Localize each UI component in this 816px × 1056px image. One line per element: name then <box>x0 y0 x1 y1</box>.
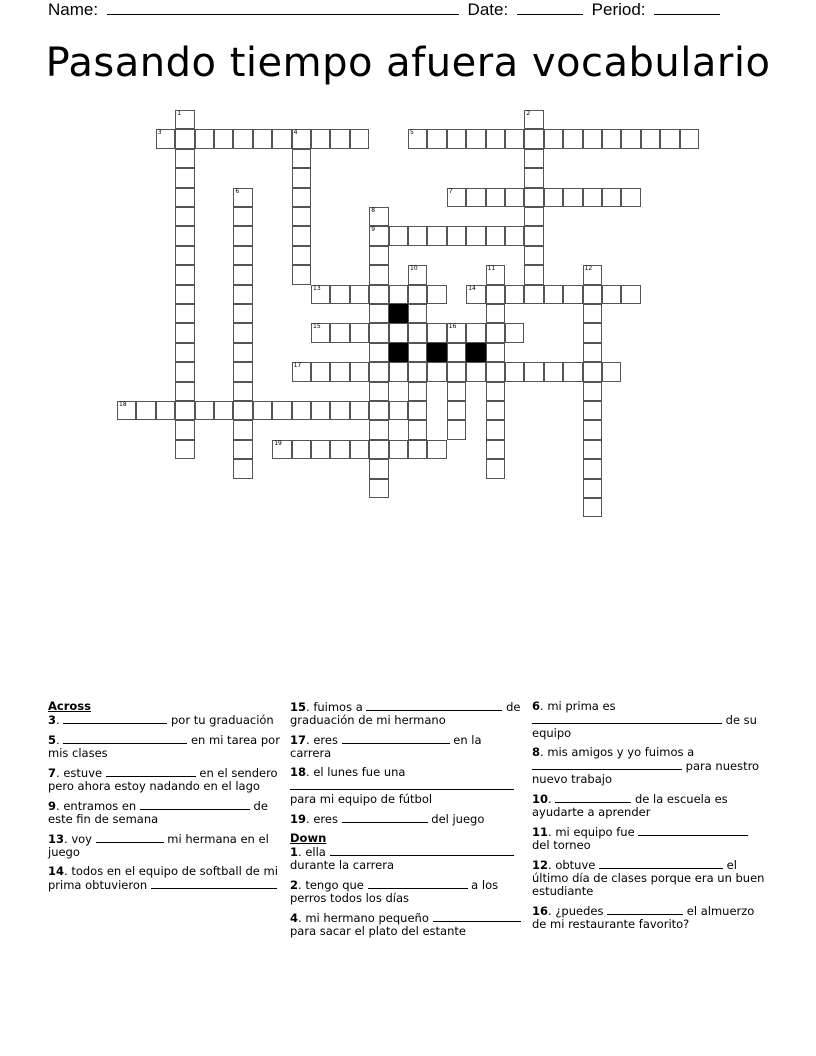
grid-cell[interactable] <box>369 304 388 323</box>
grid-cell[interactable] <box>427 226 446 245</box>
clue-number: 17 <box>293 362 302 370</box>
grid-cell[interactable] <box>389 362 408 381</box>
grid-cell[interactable] <box>272 129 291 148</box>
clue-across-14: 14. todos en el equipo de softball de mi prima obtuvieron <box>48 864 278 892</box>
grid-cell[interactable] <box>389 323 408 342</box>
grid-cell[interactable] <box>117 401 136 420</box>
clue-number: 5 <box>410 129 414 137</box>
grid-cell[interactable] <box>505 285 524 304</box>
grid-cell[interactable] <box>369 265 388 284</box>
grid-cell[interactable] <box>369 479 388 498</box>
clue-number: 14 <box>468 284 476 292</box>
grid-cell[interactable] <box>427 362 446 381</box>
grid-cell[interactable] <box>486 343 505 362</box>
grid-cell[interactable] <box>427 129 446 148</box>
grid-cell[interactable] <box>233 226 252 245</box>
grid-cell[interactable] <box>524 168 543 187</box>
grid-cell[interactable] <box>486 420 505 439</box>
clue-across-7: 7. estuve en el sendero pero ahora estoy nadando en el lago <box>48 766 278 793</box>
grid-cell[interactable] <box>292 246 311 265</box>
grid-cell[interactable] <box>175 246 194 265</box>
grid-cell[interactable] <box>524 362 543 381</box>
clue-number: 4 <box>293 129 298 137</box>
grid-cell[interactable] <box>408 401 427 420</box>
grid-cell[interactable] <box>369 362 388 381</box>
grid-cell[interactable] <box>233 304 252 323</box>
clue-across-13: 13. voy mi hermana en el juego <box>48 832 269 859</box>
grid-cell[interactable] <box>427 285 446 304</box>
grid-cell[interactable] <box>175 188 194 207</box>
grid-cell[interactable] <box>602 129 621 148</box>
grid-cell[interactable] <box>272 401 291 420</box>
grid-cell[interactable] <box>408 285 427 304</box>
grid-cell[interactable] <box>583 285 602 304</box>
grid-cell[interactable] <box>447 401 466 420</box>
clue-number: 7 <box>448 187 453 195</box>
grid-cell[interactable] <box>350 285 369 304</box>
grid-cell[interactable] <box>544 285 563 304</box>
name-label: Name: <box>48 0 99 19</box>
grid-cell[interactable] <box>330 362 349 381</box>
clue-down-12: 12. obtuve el último día de clases porque era un buen estudiante <box>532 858 765 898</box>
clues-column-2 <box>290 700 524 944</box>
grid-cell[interactable] <box>583 265 602 284</box>
grid-cell[interactable] <box>175 420 194 439</box>
grid-cell[interactable] <box>253 129 272 148</box>
grid-cell[interactable] <box>156 129 175 148</box>
clue-across-19: 19. eres del juego <box>290 812 485 826</box>
grid-cell[interactable] <box>292 149 311 168</box>
grid-cell[interactable] <box>621 285 640 304</box>
grid-cell[interactable] <box>524 246 543 265</box>
grid-cell[interactable] <box>369 226 388 245</box>
down-heading: Down <box>290 831 327 845</box>
clue-down-10: 10. de la escuela es ayudarte a aprender <box>532 792 728 819</box>
clue-number: 9 <box>371 226 376 234</box>
grid-cell[interactable] <box>175 285 194 304</box>
grid-cell[interactable] <box>311 323 330 342</box>
grid-cell[interactable] <box>330 129 349 148</box>
grid-cell[interactable] <box>621 129 640 148</box>
grid-cell[interactable] <box>350 362 369 381</box>
grid-cell[interactable] <box>408 362 427 381</box>
grid-cell[interactable] <box>583 343 602 362</box>
grid-cell[interactable] <box>563 285 582 304</box>
clue-down-11: 11. mi equipo fue del torneo <box>532 825 768 852</box>
grid-cell[interactable] <box>505 323 524 342</box>
grid-cell[interactable] <box>408 343 427 362</box>
grid-cell[interactable] <box>292 265 311 284</box>
across-heading: Across <box>48 699 91 713</box>
grid-cell[interactable] <box>292 129 311 148</box>
clue-number: 13 <box>313 284 321 292</box>
grid-cell[interactable] <box>447 226 466 245</box>
date-label: Date: <box>467 0 509 19</box>
grid-cell[interactable] <box>505 362 524 381</box>
black-cell <box>427 343 446 362</box>
grid-cell[interactable] <box>156 401 175 420</box>
grid-cell[interactable] <box>214 129 233 148</box>
grid-cell[interactable] <box>175 110 194 129</box>
grid-cell[interactable] <box>330 401 349 420</box>
grid-cell[interactable] <box>524 129 543 148</box>
grid-cell[interactable] <box>175 226 194 245</box>
grid-cell[interactable] <box>486 382 505 401</box>
clue-number: 12 <box>584 265 593 273</box>
grid-cell[interactable] <box>350 323 369 342</box>
grid-cell[interactable] <box>233 401 252 420</box>
grid-cell[interactable] <box>330 323 349 342</box>
grid-cell[interactable] <box>408 382 427 401</box>
grid-cell[interactable] <box>583 498 602 517</box>
grid-cell[interactable] <box>680 129 699 148</box>
clue-number: 6 <box>235 187 240 195</box>
grid-cell[interactable] <box>369 207 388 226</box>
grid-cell[interactable] <box>583 129 602 148</box>
grid-cell[interactable] <box>583 382 602 401</box>
grid-cell[interactable] <box>408 420 427 439</box>
grid-cell[interactable] <box>175 207 194 226</box>
grid-cell[interactable] <box>583 459 602 478</box>
grid-cell[interactable] <box>136 401 155 420</box>
grid-cell[interactable] <box>447 323 466 342</box>
grid-cell[interactable] <box>486 188 505 207</box>
grid-cell[interactable] <box>486 323 505 342</box>
grid-cell[interactable] <box>233 323 252 342</box>
clue-across-9: 9. entramos en de este fin de semana <box>48 799 268 826</box>
grid-cell[interactable] <box>583 401 602 420</box>
grid-cell[interactable] <box>233 265 252 284</box>
clue-number: 8 <box>371 207 376 214</box>
grid-cell[interactable] <box>408 265 427 284</box>
grid-cell[interactable] <box>505 226 524 245</box>
grid-cell[interactable] <box>583 323 602 342</box>
grid-cell[interactable] <box>660 129 679 148</box>
clue-number: 18 <box>119 401 127 408</box>
grid-cell[interactable] <box>563 362 582 381</box>
grid-cell[interactable] <box>389 226 408 245</box>
grid-cell[interactable] <box>195 401 214 420</box>
grid-cell[interactable] <box>524 207 543 226</box>
grid-cell[interactable] <box>369 440 388 459</box>
grid-cell[interactable] <box>583 479 602 498</box>
grid-cell[interactable] <box>292 168 311 187</box>
grid-cell[interactable] <box>292 226 311 245</box>
grid-cell[interactable] <box>233 343 252 362</box>
grid-cell[interactable] <box>486 304 505 323</box>
grid-cell[interactable] <box>602 285 621 304</box>
grid-cell[interactable] <box>233 420 252 439</box>
grid-cell[interactable] <box>175 168 194 187</box>
black-cell <box>389 343 408 362</box>
grid-cell[interactable] <box>369 323 388 342</box>
grid-cell[interactable] <box>369 401 388 420</box>
grid-cell[interactable] <box>175 362 194 381</box>
grid-cell[interactable] <box>330 440 349 459</box>
grid-cell[interactable] <box>524 188 543 207</box>
grid-cell[interactable] <box>369 285 388 304</box>
grid-cell[interactable] <box>350 401 369 420</box>
clue-across-3: 3. por tu graduación <box>48 713 274 727</box>
grid-cell[interactable] <box>524 285 543 304</box>
grid-cell[interactable] <box>292 440 311 459</box>
grid-cell[interactable] <box>233 246 252 265</box>
grid-cell[interactable] <box>486 285 505 304</box>
grid-cell[interactable] <box>175 323 194 342</box>
clue-down-4: 4. mi hermano pequeño para sacar el plato del estante <box>290 911 524 938</box>
grid-cell[interactable] <box>253 401 272 420</box>
clues-column-1 <box>48 700 282 898</box>
clue-number: 2 <box>526 110 531 117</box>
grid-cell[interactable] <box>330 285 349 304</box>
grid-cell[interactable] <box>583 420 602 439</box>
grid-cell[interactable] <box>369 459 388 478</box>
grid-cell[interactable] <box>175 149 194 168</box>
grid-cell[interactable] <box>292 401 311 420</box>
grid-cell[interactable] <box>389 440 408 459</box>
grid-cell[interactable] <box>486 265 505 284</box>
grid-cell[interactable] <box>621 188 640 207</box>
grid-cell[interactable] <box>408 129 427 148</box>
clue-number: 11 <box>487 265 496 273</box>
grid-cell[interactable] <box>447 420 466 439</box>
grid-cell[interactable] <box>466 362 485 381</box>
clues-column-3 <box>532 700 768 937</box>
grid-cell[interactable] <box>544 129 563 148</box>
grid-cell[interactable] <box>447 343 466 362</box>
clue-number: 10 <box>410 265 418 273</box>
clue-across-18: 18. el lunes fue una para mi equipo de fútbol <box>290 766 524 806</box>
grid-cell[interactable] <box>447 188 466 207</box>
clue-number: 19 <box>274 439 282 447</box>
grid-cell[interactable] <box>311 362 330 381</box>
clue-down-1: 1. ella durante la carrera <box>290 845 524 872</box>
grid-cell[interactable] <box>369 382 388 401</box>
grid-cell[interactable] <box>292 207 311 226</box>
grid-cell[interactable] <box>466 323 485 342</box>
grid-cell[interactable] <box>311 285 330 304</box>
clue-number: 1 <box>177 110 182 117</box>
grid-cell[interactable] <box>505 129 524 148</box>
clue-across-5: 5. en mi tarea por mis clases <box>48 733 280 760</box>
grid-cell[interactable] <box>427 440 446 459</box>
grid-cell[interactable] <box>369 420 388 439</box>
grid-cell[interactable] <box>311 440 330 459</box>
grid-cell[interactable] <box>447 362 466 381</box>
grid-cell[interactable] <box>389 401 408 420</box>
grid-cell[interactable] <box>233 207 252 226</box>
grid-cell[interactable] <box>524 265 543 284</box>
grid-cell[interactable] <box>233 382 252 401</box>
grid-cell[interactable] <box>466 226 485 245</box>
grid-cell[interactable] <box>350 129 369 148</box>
grid-cell[interactable] <box>466 285 485 304</box>
grid-cell[interactable] <box>311 129 330 148</box>
grid-cell[interactable] <box>466 188 485 207</box>
grid-cell[interactable] <box>175 382 194 401</box>
grid-cell[interactable] <box>233 459 252 478</box>
clue-across-17: 17. eres en la carrera <box>290 733 482 760</box>
grid-cell[interactable] <box>369 246 388 265</box>
grid-cell[interactable] <box>214 401 233 420</box>
clue-number: 3 <box>157 129 162 137</box>
grid-cell[interactable] <box>369 343 388 362</box>
grid-cell[interactable] <box>175 304 194 323</box>
grid-cell[interactable] <box>486 226 505 245</box>
grid-cell[interactable] <box>583 304 602 323</box>
grid-cell[interactable] <box>563 129 582 148</box>
grid-cell[interactable] <box>641 129 660 148</box>
clue-down-6: 6. mi prima es de su equipo <box>532 699 757 740</box>
grid-cell[interactable] <box>544 362 563 381</box>
grid-cell[interactable] <box>583 362 602 381</box>
grid-cell[interactable] <box>292 188 311 207</box>
clue-down-2: 2. tengo que a los perros todos los días <box>290 878 499 905</box>
grid-cell[interactable] <box>583 188 602 207</box>
grid-cell[interactable] <box>408 440 427 459</box>
grid-cell[interactable] <box>175 129 194 148</box>
grid-cell[interactable] <box>233 440 252 459</box>
grid-cell[interactable] <box>350 440 369 459</box>
clue-number: 16 <box>448 323 457 331</box>
grid-cell[interactable] <box>583 440 602 459</box>
grid-cell[interactable] <box>447 382 466 401</box>
grid-cell[interactable] <box>233 188 252 207</box>
grid-cell[interactable] <box>175 401 194 420</box>
grid-cell[interactable] <box>486 401 505 420</box>
grid-cell[interactable] <box>427 323 446 342</box>
grid-cell[interactable] <box>486 459 505 478</box>
clue-across-15: 15. fuimos a de graduación de mi hermano <box>290 700 521 727</box>
grid-cell[interactable] <box>175 440 194 459</box>
clue-down-8: 8. mis amigos y yo fuimos a para nuestro nuevo trabajo <box>532 745 760 786</box>
clue-down-16: 16. ¿puedes el almuerzo de mi restaurante favorito? <box>532 904 755 931</box>
grid-cell[interactable] <box>486 129 505 148</box>
grid-cell[interactable] <box>292 362 311 381</box>
black-cell <box>466 343 485 362</box>
grid-cell[interactable] <box>311 401 330 420</box>
grid-cell[interactable] <box>408 304 427 323</box>
grid-cell[interactable] <box>233 362 252 381</box>
grid-cell[interactable] <box>602 362 621 381</box>
grid-cell[interactable] <box>389 285 408 304</box>
clue-number: 15 <box>313 323 321 331</box>
grid-cell[interactable] <box>233 285 252 304</box>
grid-cell[interactable] <box>544 188 563 207</box>
grid-cell[interactable] <box>602 188 621 207</box>
page-title: Pasando tiempo afuera vocabulario <box>45 40 771 86</box>
grid-cell[interactable] <box>505 188 524 207</box>
grid-cell[interactable] <box>175 265 194 284</box>
grid-cell[interactable] <box>272 440 291 459</box>
grid-cell[interactable] <box>524 226 543 245</box>
grid-cell[interactable] <box>175 343 194 362</box>
grid-cell[interactable] <box>408 323 427 342</box>
grid-cell[interactable] <box>563 188 582 207</box>
grid-cell[interactable] <box>486 362 505 381</box>
grid-cell[interactable] <box>486 440 505 459</box>
grid-cell[interactable] <box>408 226 427 245</box>
grid-cell[interactable] <box>447 129 466 148</box>
grid-cell[interactable] <box>233 129 252 148</box>
grid-cell[interactable] <box>524 149 543 168</box>
grid-cell[interactable] <box>466 129 485 148</box>
black-cell <box>389 304 408 323</box>
period-label: Period: <box>591 0 646 19</box>
grid-cell[interactable] <box>524 110 543 129</box>
grid-cell[interactable] <box>195 129 214 148</box>
